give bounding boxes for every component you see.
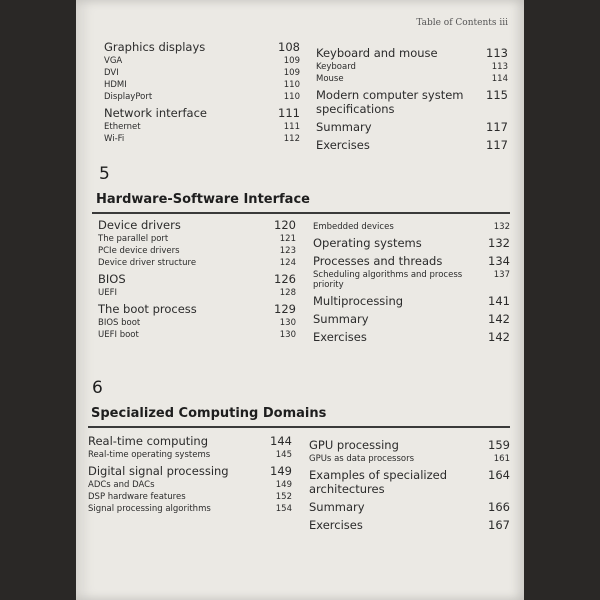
toc-entry [313,222,510,232]
toc-column-ch6-right [309,434,510,532]
toc-entry-page: 142 [488,312,510,326]
toc-entry-page: 167 [488,518,510,532]
toc-entry-page: 132 [488,236,510,250]
toc-entry-page: 110 [283,80,300,90]
toc-entry-page: 142 [488,330,510,344]
toc-entry-page: 114 [491,74,508,84]
toc-entry [88,492,292,502]
toc-entry [316,138,508,152]
toc-entry [98,258,296,268]
toc-entry-label: UEFI [98,288,117,298]
toc-entry-label: GPUs as data processors [309,454,415,464]
toc-column-top-left [104,36,300,144]
toc-entry-label: GPU processing [309,438,399,452]
toc-entry-label: Processes and threads [313,254,443,268]
toc-entry-page: 113 [486,46,508,60]
toc-entry [98,234,296,244]
toc-entry-label: Modern computer system specifications [316,88,464,116]
toc-entry [104,134,300,144]
toc-entry-label: The boot process [98,302,197,316]
toc-entry-page: 110 [283,92,300,102]
toc-entry-page: 130 [279,318,296,328]
toc-column-ch5-left [98,214,296,340]
toc-entry-label: UEFI boot [98,330,139,340]
toc-entry-label: Examples of specialized architectures [309,468,448,496]
toc-entry-page: 109 [283,68,300,78]
toc-entry [98,302,296,316]
toc-entry [104,106,300,120]
toc-entry [104,122,300,132]
toc-entry-label: HDMI [104,80,127,90]
toc-entry-label: DisplayPort [104,92,153,102]
toc-entry-page: 166 [488,500,510,514]
toc-entry-label: Exercises [309,518,363,532]
toc-entry [316,120,508,134]
toc-entry-page: 111 [278,106,300,120]
toc-entry-page: 141 [488,294,510,308]
toc-entry [104,68,300,78]
toc-entry-page: 115 [486,88,508,102]
toc-entry [316,74,508,84]
toc-entry-label: Summary [313,312,369,326]
toc-entry [88,450,292,460]
toc-entry-label: ADCs and DACs [88,480,155,490]
toc-entry-page: 112 [283,134,300,144]
toc-entry-label: DVI [104,68,119,78]
toc-entry-page: 123 [279,246,296,256]
toc-entry-label: Multiprocessing [313,294,404,308]
toc-entry-page: 108 [278,40,300,54]
chapter-6-title: Specialized Computing Domains [91,406,327,421]
toc-entry [313,236,510,250]
toc-entry [309,500,510,514]
toc-entry [88,504,292,514]
toc-entry-label: The parallel port [98,234,169,244]
toc-entry-page: 113 [491,62,508,72]
toc-column-ch6-left [88,430,292,514]
toc-entry-page: 109 [283,56,300,66]
toc-entry [309,518,510,532]
toc-entry [104,40,300,54]
toc-entry-page: 152 [275,492,292,502]
toc-entry-page: 149 [275,480,292,490]
toc-column-ch5-right [313,220,510,344]
toc-entry [309,438,510,452]
toc-entry [316,62,508,72]
toc-entry-page: 121 [279,234,296,244]
toc-entry-label: BIOS [98,272,126,286]
toc-entry-label: Ethernet [104,122,141,132]
toc-entry-label: Scheduling algorithms and process priority [313,270,463,290]
toc-entry [313,330,510,344]
toc-entry-label: Exercises [313,330,367,344]
toc-entry-label: Exercises [316,138,370,152]
toc-entry [104,56,300,66]
toc-entry-page: 126 [274,272,296,286]
toc-entry [98,272,296,286]
toc-entry-page: 161 [493,454,510,464]
toc-entry-page: 159 [488,438,510,452]
toc-entry [98,218,296,232]
toc-entry-label: Network interface [104,106,207,120]
toc-entry [98,330,296,340]
toc-entry-page: 154 [275,504,292,514]
toc-entry-page: 130 [279,330,296,340]
toc-entry [98,318,296,328]
toc-entry-label: Keyboard and mouse [316,46,438,60]
toc-entry-label: Mouse [316,74,344,84]
toc-entry-page: 137 [493,270,510,280]
toc-entry [309,468,510,496]
toc-entry-label: Real-time computing [88,434,209,448]
toc-entry-page: 124 [279,258,296,268]
toc-entry [316,46,508,60]
chapter-5-number: 5 [99,164,110,184]
toc-entry [313,270,510,290]
toc-entry-label: PCIe device drivers [98,246,180,256]
running-header: Table of Contents iii [416,18,508,28]
toc-entry [88,434,292,448]
toc-entry-label: Operating systems [313,236,422,250]
toc-entry-page: 111 [283,122,300,132]
toc-entry-page: 117 [486,138,508,152]
toc-entry-label: Wi-Fi [104,134,125,144]
toc-entry-label: BIOS boot [98,318,141,328]
toc-entry-page: 164 [488,468,510,482]
toc-entry [313,254,510,268]
toc-entry-label: Keyboard [316,62,356,72]
toc-entry-label: Device drivers [98,218,181,232]
toc-entry-page: 120 [274,218,296,232]
toc-entry-page: 132 [493,222,510,232]
toc-entry-page: 134 [488,254,510,268]
toc-entry-label: DSP hardware features [88,492,186,502]
toc-entry-page: 128 [279,288,296,298]
toc-entry-page: 117 [486,120,508,134]
toc-entry [98,246,296,256]
toc-entry-page: 144 [270,434,292,448]
toc-entry [313,294,510,308]
toc-entry-page: 145 [275,450,292,460]
toc-entry-label: VGA [104,56,123,66]
toc-entry [98,288,296,298]
chapter-5-title: Hardware-Software Interface [96,192,310,207]
chapter-6-rule [88,426,510,428]
toc-entry-page: 149 [270,464,292,478]
toc-entry-label: Graphics displays [104,40,206,54]
toc-entry-label: Digital signal processing [88,464,229,478]
toc-entry-page: 129 [274,302,296,316]
toc-entry [316,88,508,116]
toc-entry [309,454,510,464]
toc-entry-label: Device driver structure [98,258,197,268]
toc-entry [104,80,300,90]
toc-entry-label: Real-time operating systems [88,450,211,460]
chapter-6-number: 6 [92,378,103,398]
toc-entry [313,312,510,326]
toc-entry [104,92,300,102]
toc-entry [88,480,292,490]
toc-entry [88,464,292,478]
toc-column-top-right [316,42,508,152]
toc-entry-label: Summary [316,120,372,134]
toc-entry-label: Embedded devices [313,222,394,232]
toc-entry-label: Summary [309,500,365,514]
toc-entry-label: Signal processing algorithms [88,504,211,514]
